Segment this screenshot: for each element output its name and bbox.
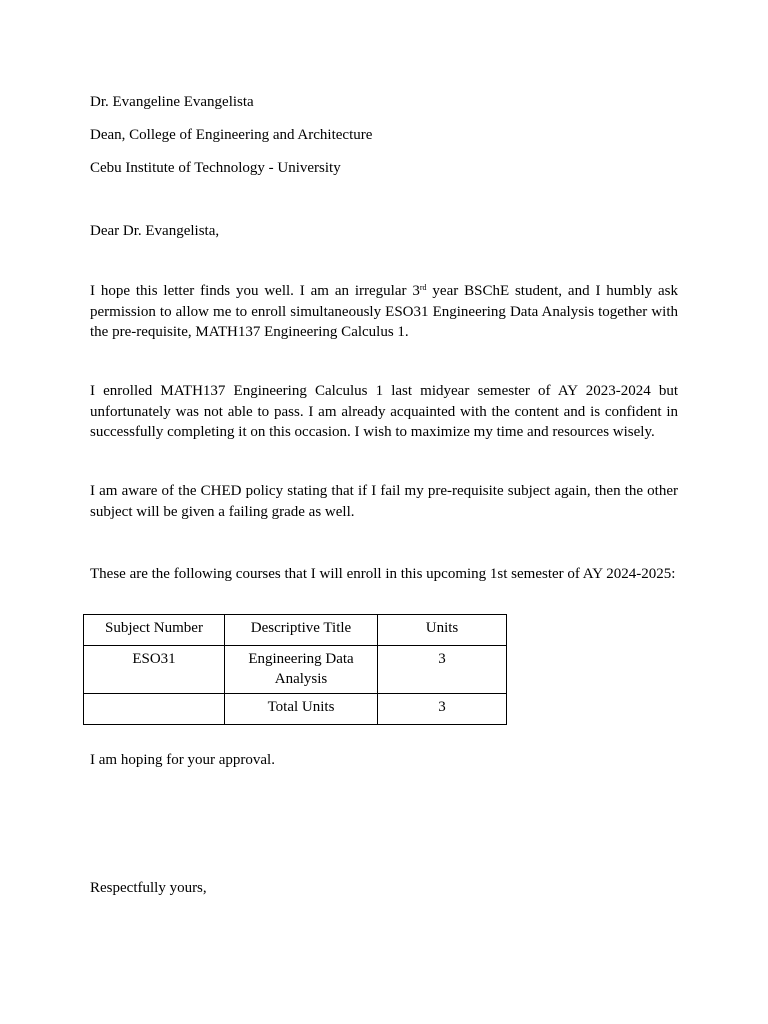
recipient-institution: Cebu Institute of Technology - University <box>90 160 341 176</box>
paragraph-policy: I am aware of the CHED policy stating that if I fail my pre-requisite subject again, then the other subject will be given a failing grade as well. <box>90 483 678 520</box>
table-total-row <box>84 694 507 725</box>
table-cell-total-label: Total Units <box>225 694 378 725</box>
closing: Respectfully yours, <box>90 880 207 896</box>
paragraph-intro-start: I hope this letter finds you well. I am an irregular 3 <box>90 283 420 299</box>
table-header-descriptive-title: Descriptive Title <box>225 615 378 646</box>
ordinal-suffix: rd <box>419 283 427 292</box>
table-cell-empty <box>84 694 225 725</box>
table-header-units: Units <box>378 615 507 646</box>
table-header-subject-number: Subject Number <box>84 615 225 646</box>
table-header-row <box>84 615 507 646</box>
table-row <box>84 646 507 694</box>
table-cell-units: 3 <box>378 646 507 694</box>
paragraph-background: I enrolled MATH137 Engineering Calculus 1 last midyear semester of AY 2023-2024 but unfortunately was not able to pass. I am already acquainted with the content and is confident in successfully completing it on this occasion. I wish to maximize my time and resources wisely. <box>90 383 678 440</box>
table-cell-total-units: 3 <box>378 694 507 725</box>
paragraph-courses-intro: These are the following courses that I will enroll in this upcoming 1st semester of AY 2024-2025: <box>90 566 676 582</box>
paragraph-intro <box>90 281 678 343</box>
closing-request: I am hoping for your approval. <box>90 752 275 768</box>
table-cell-descriptive-title: Engineering Data Analysis <box>225 646 378 694</box>
paragraph-intro-end: year BSChE student, and I humbly ask permission to allow me to enroll simultaneously ESO31 Engineering Data Analysis together with the pre-requisite, MATH137 Engineering Calculus 1. <box>90 283 679 340</box>
salutation: Dear Dr. Evangelista, <box>90 223 220 239</box>
recipient-name: Dr. Evangeline Evangelista <box>90 94 254 110</box>
recipient-position: Dean, College of Engineering and Architecture <box>90 127 373 143</box>
courses-table <box>83 614 507 725</box>
table-cell-subject-number: ESO31 <box>84 646 225 694</box>
